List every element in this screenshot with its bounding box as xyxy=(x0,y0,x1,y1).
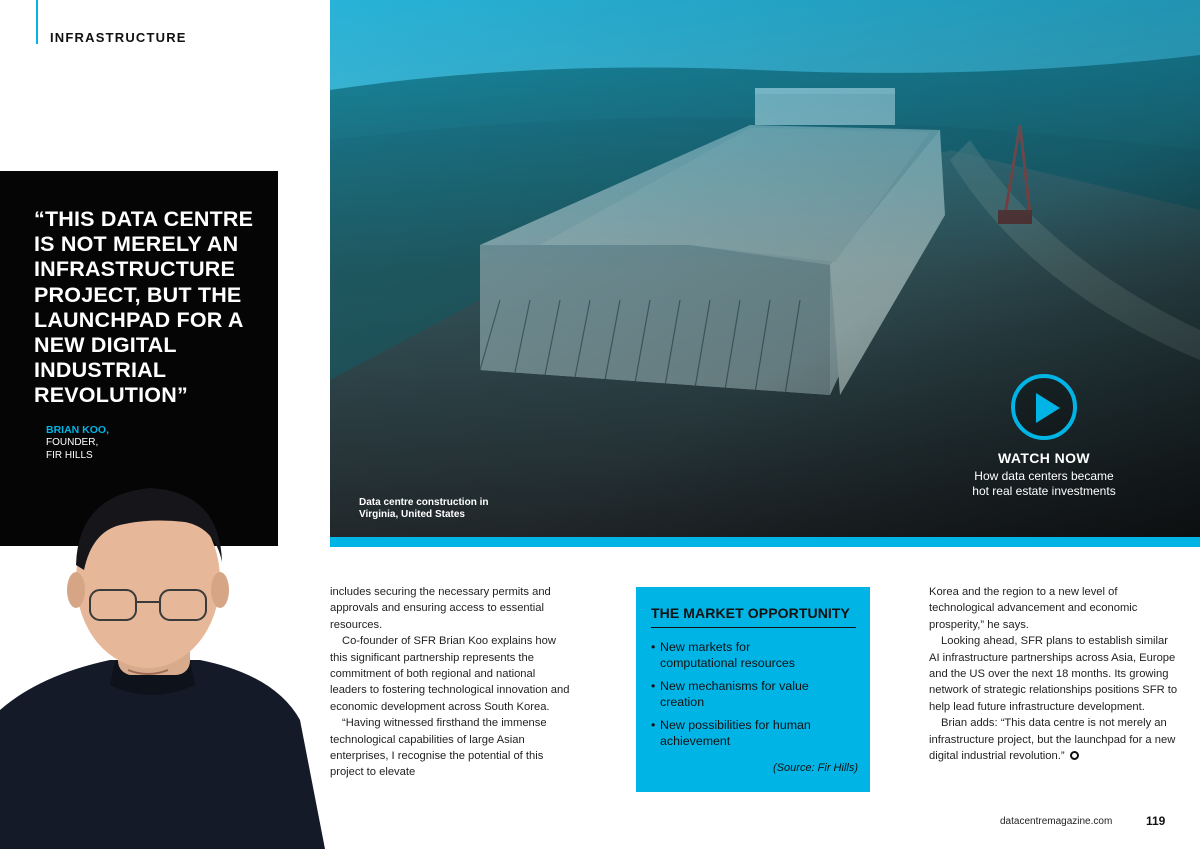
play-icon xyxy=(1030,391,1064,425)
article-paragraph: Korea and the region to a new level of technological advancement and economic prosperity,” he says. xyxy=(929,586,1138,631)
article-paragraph: includes securing the necessary permits and approvals and ensuring access to essential resources. xyxy=(330,586,551,631)
quote-role-title: FOUNDER, xyxy=(46,437,99,448)
hero-accent-strip xyxy=(330,537,1200,547)
quote-role-company: FIR HILLS xyxy=(46,449,93,461)
article-column-3 xyxy=(929,584,1179,764)
sidebar-title: THE MARKET OPPORTUNITY xyxy=(651,605,856,628)
play-button[interactable] xyxy=(1011,374,1077,440)
footer-url[interactable]: datacentremagazine.com xyxy=(1000,816,1113,827)
sidebar-list-item: • New possibilities for human achievement xyxy=(651,718,826,749)
market-opportunity-box xyxy=(636,587,870,792)
end-mark-icon xyxy=(1070,751,1079,760)
quote-attribution-name: BRIAN KOO, xyxy=(46,424,109,436)
sidebar-source: (Source: Fir Hills) xyxy=(773,762,858,774)
sidebar-list-item: • New markets for computational resources xyxy=(651,640,826,671)
quote-attribution-role xyxy=(46,437,246,462)
sidebar-list-item: • New mechanisms for value creation xyxy=(651,679,826,710)
section-rule xyxy=(36,0,38,44)
article-paragraph xyxy=(929,715,1179,764)
article-paragraph: Looking ahead, SFR plans to establish similar AI infrastructure partnerships across Asia, Europe and the US over the next 18 months. Its growing network of strategic relationships positions SFR to help lead future infrastructure development. xyxy=(929,635,1178,713)
pull-quote-text: “THIS DATA CENTRE IS NOT MERELY AN INFRASTRUCTURE PROJECT, BUT THE LAUNCHPAD FOR A NEW DIGITAL INDUSTRIAL REVOLUTION” xyxy=(34,207,254,408)
hero-photo-container xyxy=(330,0,1200,547)
page-number: 119 xyxy=(1146,814,1166,828)
article-paragraph: “Having witnessed firsthand the immense technological capabilities of large Asian enterprises, I recognise the potential of this project to elevate xyxy=(330,717,547,779)
sidebar-list xyxy=(651,640,856,749)
article-paragraph: Co-founder of SFR Brian Koo explains how this significant partnership represents the commitment of both regional and national leaders to fostering technological innovation and economic development across South Korea. xyxy=(330,635,570,713)
article-column-1 xyxy=(330,584,570,781)
portrait-photo xyxy=(0,470,330,849)
watch-now-title[interactable]: WATCH NOW xyxy=(998,450,1090,466)
section-label: INFRASTRUCTURE xyxy=(50,30,187,45)
watch-now-block[interactable] xyxy=(970,374,1118,499)
photo-caption: Data centre construction in Virginia, United States xyxy=(359,497,489,520)
watch-now-subtitle[interactable]: How data centers became hot real estate investments xyxy=(972,469,1116,498)
article-closing-text: Brian adds: “This data centre is not merely an infrastructure project, but the launchpad for a new digital industrial revolution.” xyxy=(929,717,1176,763)
